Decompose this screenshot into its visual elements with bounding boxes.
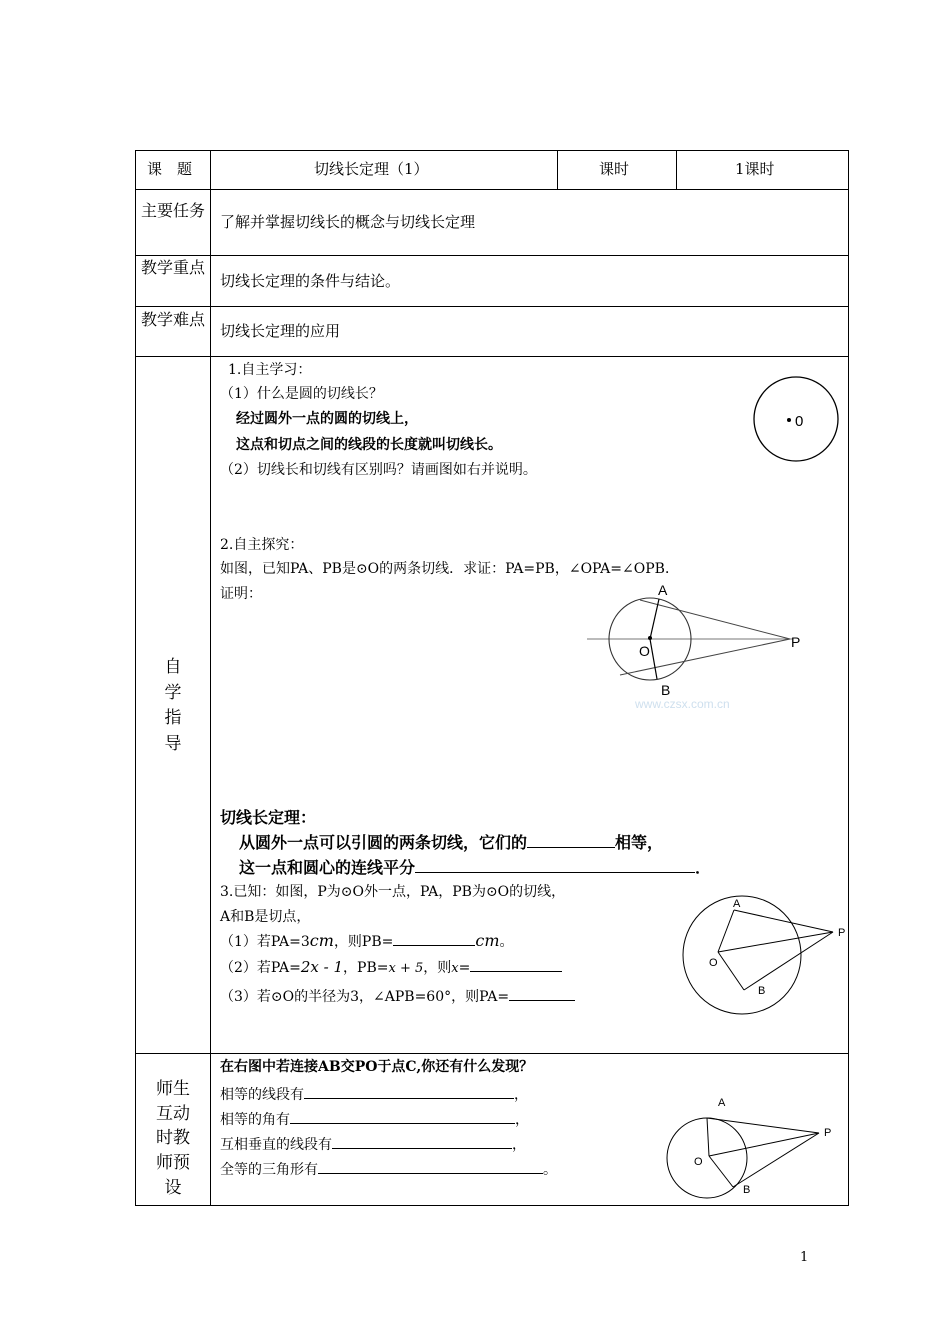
- page-number: 1: [800, 1250, 809, 1265]
- s3-q3: [220, 986, 575, 1006]
- circle-o-center-dot: [787, 418, 791, 422]
- theorem-line2-text: 这一点和圆心的连线平分: [239, 858, 416, 877]
- fig1-label-p: P: [791, 634, 801, 650]
- theorem-line1-b: 相等，: [615, 833, 664, 852]
- theorem-blank1: [527, 833, 615, 848]
- interact-l4-label: 全等的三角形有: [220, 1162, 318, 1178]
- interact-l2-comma: ，: [515, 1112, 529, 1128]
- circle-o-figure: [752, 375, 842, 465]
- theorem-line1: [239, 833, 663, 852]
- s1-title: 1.自主学习：: [228, 362, 312, 378]
- s3-line2: A和B是切点，: [220, 909, 311, 925]
- fig2-label-p: P: [838, 927, 846, 939]
- fig2-label-b: B: [758, 985, 766, 997]
- guide-label: 自学指导: [164, 657, 182, 754]
- s3-q2-a: （2）若PA=: [220, 960, 301, 976]
- s2-title: 2.自主探究：: [220, 537, 304, 553]
- s3-q1: （1）若PA=3cm，则PB= cm。: [220, 931, 514, 950]
- task-label: 主要任务: [141, 201, 206, 220]
- s3-q2-d: =: [458, 960, 471, 976]
- interact-l3-label: 互相垂直的线段有: [220, 1137, 332, 1153]
- s3-q3-blank: [509, 986, 575, 1001]
- focus-text: 切线长定理的条件与结论。: [220, 272, 401, 290]
- fig1-watermark: www.czsx.com.cn: [635, 697, 730, 711]
- fig2-label-a: A: [733, 898, 741, 910]
- s3-q1-a: （1）若PA=3: [220, 934, 310, 950]
- s1-question2: （2）切线长和切线有区别吗？请画图如右并说明。: [220, 462, 537, 478]
- interact-l4-period: 。: [543, 1162, 557, 1178]
- interact-line1: [220, 1084, 528, 1104]
- s3-q2: [220, 957, 562, 977]
- s3-q1-b: ，则PB=: [333, 934, 394, 950]
- interact-line2: [220, 1109, 529, 1129]
- s3-line1: 3.已知：如图，P为⊙O外一点，PA，PB为⊙O的切线，: [220, 884, 566, 900]
- fig3-label-a: A: [718, 1097, 726, 1109]
- s1-definition-line1: 经过圆外一点的圆的切线上，: [236, 411, 418, 427]
- interact-line4: [220, 1159, 557, 1179]
- s3-q2-b: ，PB=: [343, 960, 389, 976]
- fig1-label-b: B: [661, 682, 671, 698]
- theorem-blank2: [415, 858, 695, 873]
- tangent-figure-3: [662, 1092, 842, 1204]
- interact-l1-label: 相等的线段有: [220, 1087, 304, 1103]
- s3-q1-blank: [393, 931, 475, 946]
- header-divider-2: [676, 150, 677, 190]
- focus-label: 教学重点: [141, 258, 206, 277]
- s3-q3-text: （3）若⊙O的半径为3，∠APB=60°，则PA=: [220, 989, 510, 1005]
- proof-label: 证明：: [220, 586, 262, 602]
- s3-q1-unit: cm: [309, 931, 334, 950]
- s1-definition-line2: 这点和切点之间的线段的长度就叫切线长。: [236, 437, 502, 453]
- s3-q2-var: x: [451, 961, 459, 976]
- interact-l3-comma: ，: [512, 1137, 526, 1153]
- tangent-figure-1: [585, 580, 805, 710]
- table-rule-3: [135, 306, 849, 307]
- s3-q2-expr2: x + 5: [388, 961, 424, 976]
- interact-line3: [220, 1134, 526, 1154]
- tangent-figure-2: [678, 895, 858, 1005]
- s3-q1-unit2: cm: [475, 931, 500, 950]
- fig1-label-a: A: [658, 582, 668, 598]
- fig2-label-o: O: [709, 957, 718, 969]
- fig1-label-o: O: [639, 643, 650, 659]
- table-border-bottom: [135, 1205, 849, 1206]
- interact-l3-blank: [332, 1134, 512, 1149]
- s1-question1: （1）什么是圆的切线长？: [220, 386, 383, 402]
- fig3-label-o: O: [694, 1156, 703, 1168]
- table-rule-2: [135, 255, 849, 256]
- s3-q2-expr1: 2x - 1: [300, 958, 344, 976]
- interact-l1-comma: ，: [514, 1087, 528, 1103]
- table-border-top: [135, 150, 849, 151]
- interact-l1-blank: [304, 1084, 514, 1099]
- s3-q2-blank: [470, 957, 562, 972]
- lesson-title: 切线长定理（1）: [314, 160, 429, 178]
- theorem-line1-a: 从圆外一点可以引圆的两条切线，它们的: [239, 833, 528, 852]
- task-text: 了解并掌握切线长的概念与切线长定理: [220, 213, 476, 231]
- interact-l2-blank: [290, 1109, 515, 1124]
- period-value: 1课时: [735, 160, 775, 178]
- interact-title: 在右图中若连接AB交PO于点C,你还有什么发现？: [220, 1059, 534, 1075]
- s2-problem: 如图，已知PA、PB是⊙O的两条切线．求证：PA=PB，∠OPA=∠OPB．: [220, 561, 679, 577]
- fig3-label-p: P: [824, 1127, 832, 1139]
- table-rule-4: [135, 356, 849, 357]
- theorem-end: ．: [695, 858, 712, 877]
- subject-label: 课 题: [147, 160, 193, 178]
- header-divider-1: [557, 150, 558, 190]
- table-border-right: [848, 150, 849, 1206]
- difficulty-label: 教学难点: [141, 310, 206, 329]
- period-label: 课时: [599, 160, 630, 178]
- table-col-divider: [210, 150, 211, 1206]
- table-border-left: [135, 150, 136, 1206]
- table-rule-5: [135, 1053, 849, 1054]
- fig3-label-b: B: [743, 1184, 751, 1196]
- circle-o-label: 0: [795, 413, 804, 430]
- theorem-title: 切线长定理：: [220, 808, 317, 827]
- difficulty-text: 切线长定理的应用: [220, 322, 341, 340]
- table-rule-1: [135, 189, 849, 190]
- interact-l2-label: 相等的角有: [220, 1112, 290, 1128]
- interact-label: 师生互动时教师预设: [156, 1079, 190, 1198]
- interact-l4-blank: [318, 1159, 543, 1174]
- s3-q2-c: ，则: [423, 960, 452, 976]
- theorem-line2: [239, 858, 711, 877]
